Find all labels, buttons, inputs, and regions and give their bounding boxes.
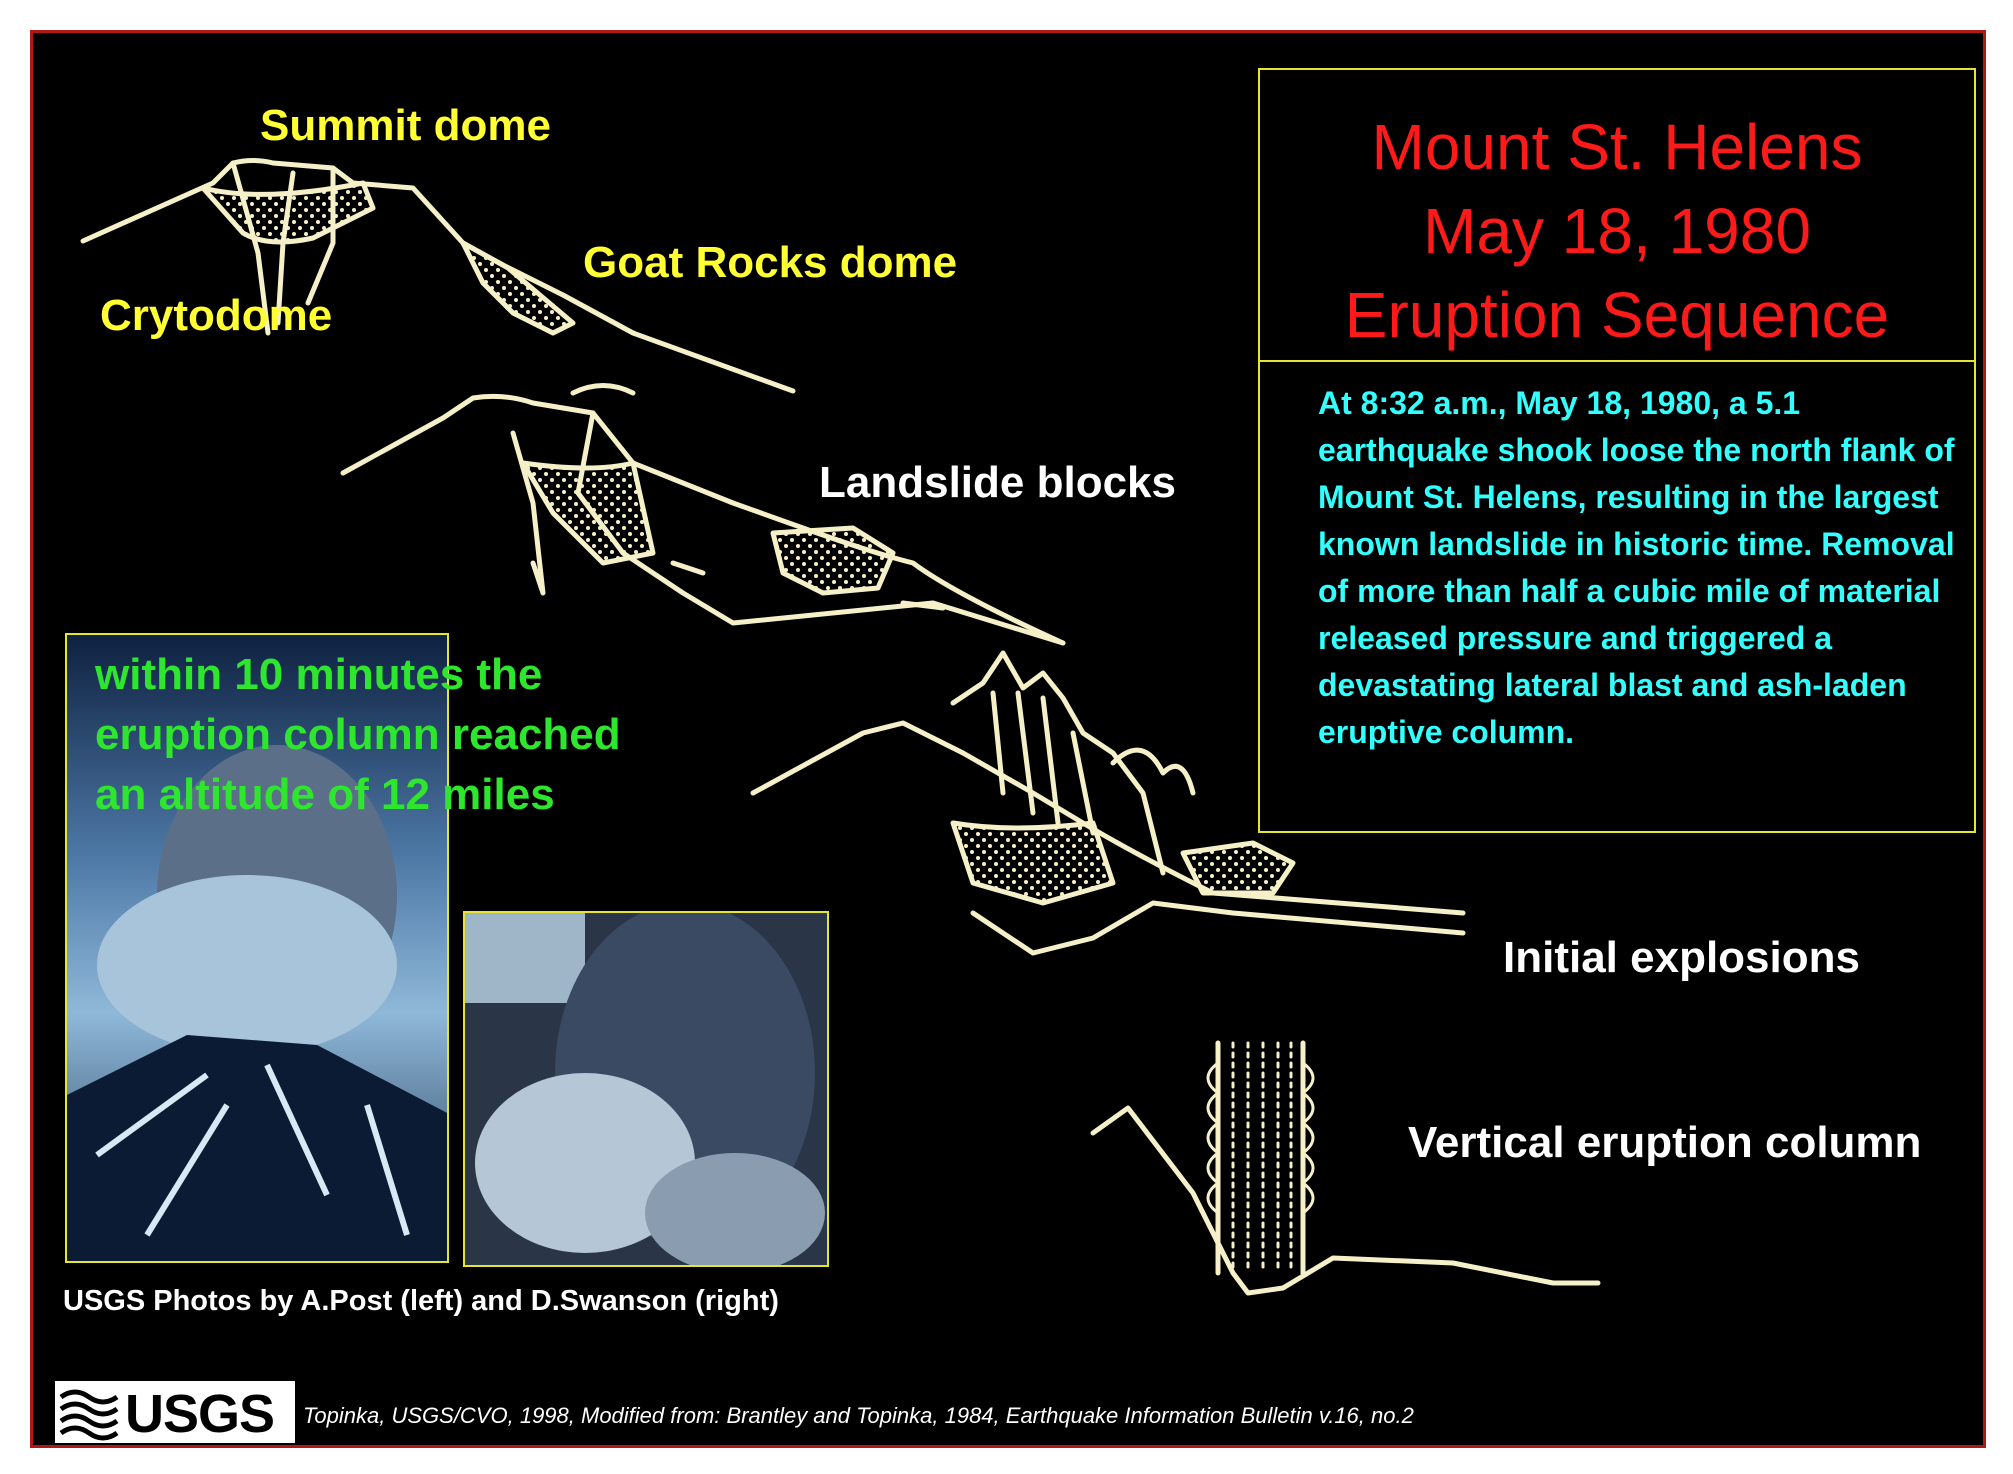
label-initial-explosions: Initial explosions: [1503, 933, 1860, 982]
description-text: At 8:32 a.m., May 18, 1980, a 5.1 earthquake shook loose the north flank of Mount St. Helens, resulting in the largest known landslide in historic time. Removal of more than half a cubic mile of material released pressure and triggered a devastating lateral blast and ash-laden eruptive column.: [1318, 385, 1955, 750]
photo-caption: within 10 minutes the eruption column reached an altitude of 12 miles: [95, 650, 621, 819]
photo-right-image: [465, 913, 829, 1267]
label-crytodome: Crytodome: [100, 291, 333, 340]
label-landslide-blocks: Landslide blocks: [819, 458, 1176, 507]
usgs-logo: [55, 1381, 295, 1443]
sketch-vertical-column: [1093, 1043, 1598, 1293]
label-vertical-eruption-column: Vertical eruption column: [1408, 1118, 1922, 1167]
title-box: [1258, 68, 1976, 833]
title-divider: [1260, 360, 1974, 362]
label-summit-dome: Summit dome: [260, 101, 551, 150]
photo-credit: USGS Photos by A.Post (left) and D.Swanson (right): [63, 1285, 779, 1317]
footer-citation: Topinka, USGS/CVO, 1998, Modified from: Brantley and Topinka, 1984, Earthquake Information Bulletin v.16, no.2: [303, 1403, 1414, 1428]
diagram-canvas: [30, 30, 1986, 1448]
diagram-title: Mount St. Helens May 18, 1980 Eruption Sequence: [1344, 111, 1890, 351]
photo-eruption-closeup: [463, 911, 829, 1267]
usgs-wave-icon: [55, 1381, 121, 1443]
sketch-landslide: [343, 386, 1063, 644]
label-goat-rocks-dome: Goat Rocks dome: [583, 238, 958, 287]
usgs-logo-text: USGS: [125, 1384, 275, 1444]
